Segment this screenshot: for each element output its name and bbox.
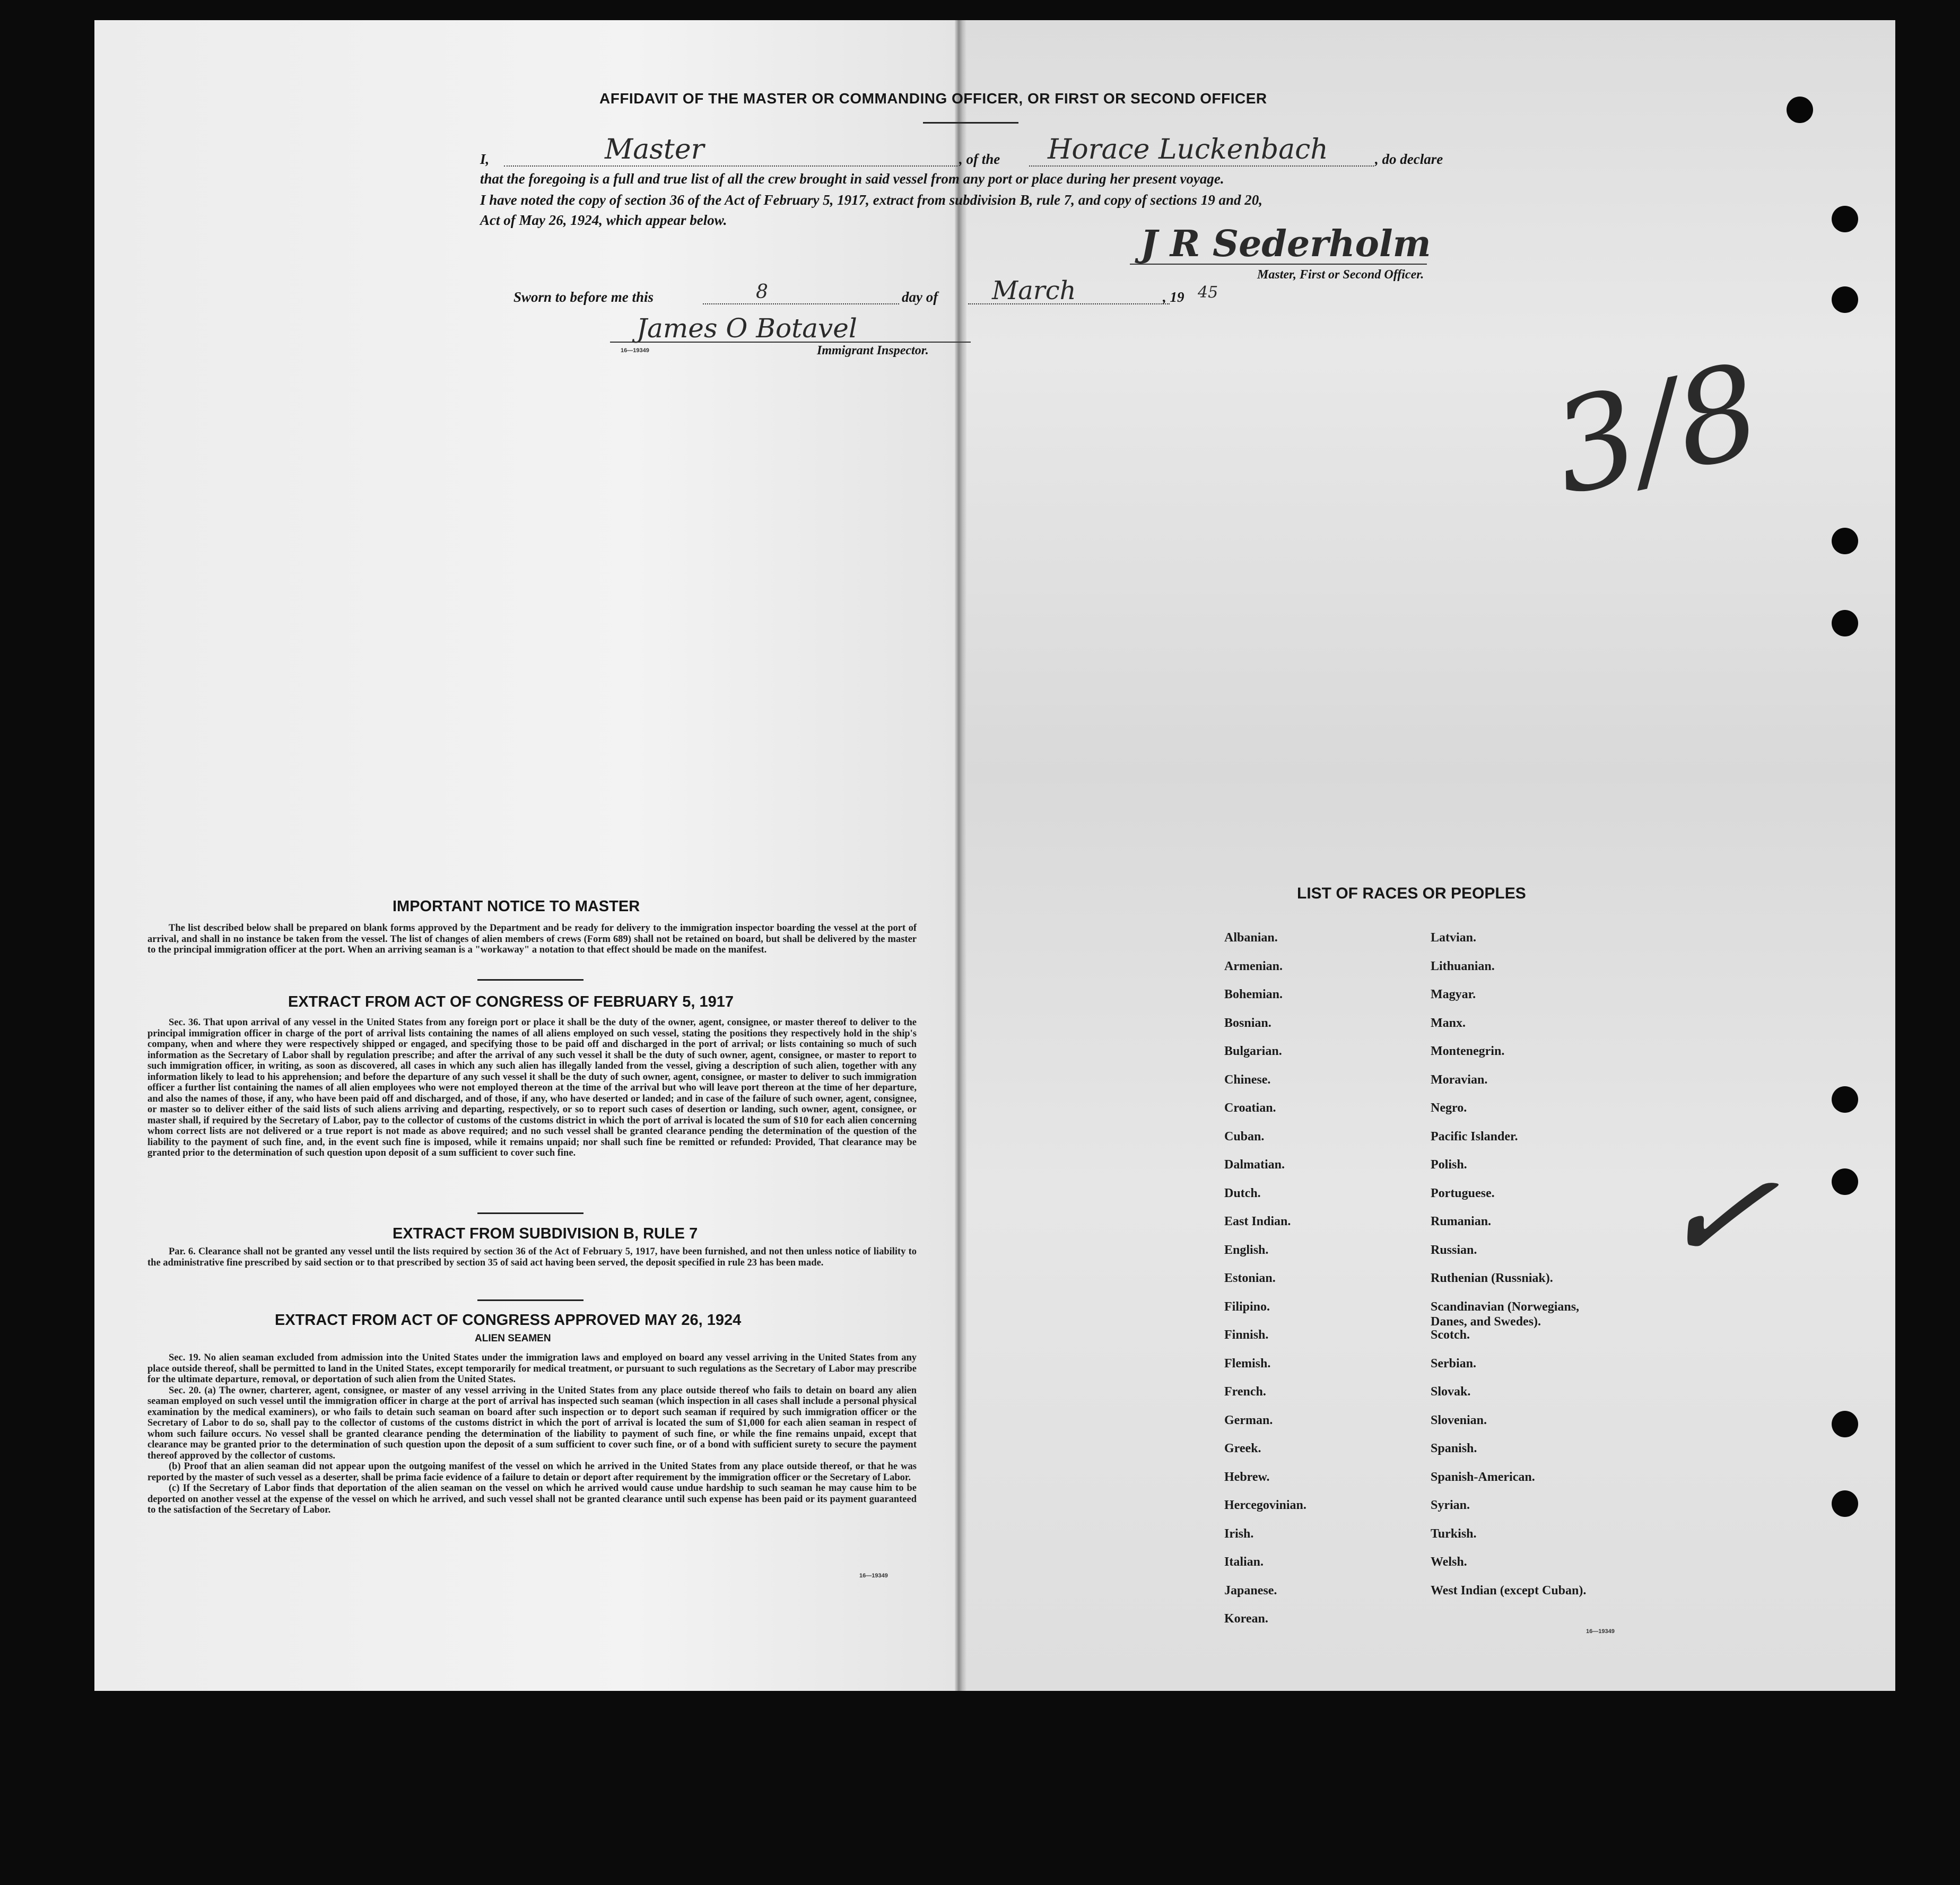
race-entry: Croatian. xyxy=(1224,1101,1276,1115)
divider xyxy=(477,1212,583,1214)
race-entry: East Indian. xyxy=(1224,1215,1291,1228)
extract-1924-body xyxy=(147,1352,917,1516)
races-title: LIST OF RACES OR PEOPLES xyxy=(1297,885,1526,902)
year-prefix: , 19 xyxy=(1163,289,1184,305)
inspector-label: Immigrant Inspector. xyxy=(817,344,929,357)
race-entry: Finnish. xyxy=(1224,1328,1269,1342)
race-entry: Magyar. xyxy=(1431,988,1476,1001)
sec-19-paragraph: Sec. 19. No alien seaman excluded from admission into the United States under the immigration laws and employed on board any vessel arriving in the United States from any place outside thereof, shall be permitted to land in the United States, except temporarily for medical treatment, or pursuant to such regulations as the Secretary of Labor may prescribe for the ultimate departure, removal, or deportation of such alien from the United States. xyxy=(147,1352,917,1385)
sworn-month-handwritten: March xyxy=(992,276,1076,306)
notice-body xyxy=(147,923,917,956)
race-entry: Rumanian. xyxy=(1431,1215,1492,1228)
race-entry: Danes, and Swedes). xyxy=(1431,1314,1541,1329)
race-entry: Pacific Islander. xyxy=(1431,1129,1518,1144)
sworn-label: Sworn to before me this xyxy=(513,289,654,305)
divider xyxy=(923,122,1018,124)
affidavit-title: AFFIDAVIT OF THE MASTER OR COMMANDING OFFICER, OR FIRST OR SECOND OFFICER xyxy=(599,90,1267,107)
rank-fill-line xyxy=(504,165,957,167)
punch-hole xyxy=(1832,1086,1858,1113)
punch-hole xyxy=(1787,97,1813,123)
race-entry: Filipino. xyxy=(1224,1299,1270,1314)
race-entry: Negro. xyxy=(1431,1101,1467,1115)
check-mark-annotation: ✓ xyxy=(1650,1128,1787,1303)
race-entry: Bulgarian. xyxy=(1224,1044,1282,1058)
race-entry: Bohemian. xyxy=(1224,988,1283,1001)
year-handwritten: 45 xyxy=(1198,283,1218,302)
extract-1917-title: EXTRACT FROM ACT OF CONGRESS OF FEBRUARY 5, 1917 xyxy=(288,993,734,1010)
center-fold xyxy=(955,20,966,1691)
race-entry: Dalmatian. xyxy=(1224,1158,1285,1172)
race-entry: West Indian (except Cuban). xyxy=(1431,1583,1587,1598)
of-the-label: , of the xyxy=(959,151,1000,167)
day-fill-line xyxy=(703,303,899,304)
alien-seamen-subtitle: ALIEN SEAMEN xyxy=(475,1333,551,1344)
form-number: 16—19349 xyxy=(621,347,649,354)
punch-hole xyxy=(1832,286,1858,313)
form-number: 16—19349 xyxy=(1586,1628,1615,1635)
punch-hole xyxy=(1832,528,1858,554)
sec-20c-paragraph: (c) If the Secretary of Labor finds that deportation of the alien seaman on the vessel on which he arrived would cause undue hardship to such seaman he may cause him to be deported on another vessel at the expense of the vessel on which he arrived, and such vessel shall not be granted clearance until such expense has been paid or its payment guaranteed to the satisfaction of the Secretary of Labor. xyxy=(147,1483,917,1515)
affidavit-line-2: that the foregoing is a full and true list of all the crew brought in said vessel from any port or place during her present voyage. xyxy=(480,171,1224,187)
race-entry: Albanian. xyxy=(1224,931,1278,945)
race-entry: Welsh. xyxy=(1431,1555,1467,1569)
race-entry: Latvian. xyxy=(1431,931,1477,945)
race-entry: Greek. xyxy=(1224,1442,1261,1455)
divider xyxy=(477,1299,583,1301)
race-entry: Hebrew. xyxy=(1224,1470,1270,1484)
race-entry: Montenegrin. xyxy=(1431,1044,1505,1058)
form-number: 16—19349 xyxy=(859,1573,888,1579)
day-of-label: day of xyxy=(902,289,938,305)
notice-title: IMPORTANT NOTICE TO MASTER xyxy=(393,898,640,915)
do-declare-label: , do declare xyxy=(1375,151,1443,167)
race-entry: Hercegovinian. xyxy=(1224,1498,1306,1512)
race-entry: Polish. xyxy=(1431,1158,1467,1172)
subdivision-b-body xyxy=(147,1246,917,1268)
race-entry: Korean. xyxy=(1224,1612,1268,1626)
rank-handwritten: Master xyxy=(605,134,704,165)
race-entry: French. xyxy=(1224,1385,1266,1399)
vessel-handwritten: Horace Luckenbach xyxy=(1048,134,1328,165)
inspector-signature: James O Botavel xyxy=(637,313,857,344)
race-entry: Dutch. xyxy=(1224,1186,1261,1200)
punch-hole xyxy=(1832,1168,1858,1195)
punch-hole xyxy=(1832,1490,1858,1517)
race-entry: Spanish-American. xyxy=(1431,1470,1535,1484)
race-entry: Manx. xyxy=(1431,1016,1466,1030)
vessel-fill-line xyxy=(1029,165,1374,167)
race-entry: Italian. xyxy=(1224,1555,1264,1569)
race-entry: Chinese. xyxy=(1224,1072,1271,1087)
document-sheet-right-half xyxy=(960,20,1895,1691)
punch-hole xyxy=(1832,610,1858,636)
race-entry: Scotch. xyxy=(1431,1328,1470,1342)
race-entry: Irish. xyxy=(1224,1526,1254,1541)
master-signature: J R Sederholm xyxy=(1140,223,1431,265)
sworn-day-handwritten: 8 xyxy=(756,281,768,303)
race-entry: Slovenian. xyxy=(1431,1413,1487,1427)
race-entry: Lithuanian. xyxy=(1431,959,1495,973)
divider xyxy=(477,979,583,981)
master-label: Master, First or Second Officer. xyxy=(1257,268,1424,282)
race-entry: Armenian. xyxy=(1224,959,1283,973)
affidavit-I: I, xyxy=(480,151,490,167)
subdivision-b-title: EXTRACT FROM SUBDIVISION B, RULE 7 xyxy=(393,1225,698,1242)
race-entry: Russian. xyxy=(1431,1243,1477,1257)
race-entry: Scandinavian (Norwegians, xyxy=(1431,1299,1580,1314)
notice-paragraph: The list described below shall be prepared on blank forms approved by the Department and be ready for delivery to the immigration inspector boarding the vessel at the port of arrival, and shall in no instance be taken from the vessel. The list of changes of alien members of crews (Form 689) shall not be retained on board, but shall be delivered by the master to the principal immigration officer at the port. When an arriving seaman is a "workaway" a notation to that effect should be made on the manifest. xyxy=(147,923,917,955)
affidavit-line-3: I have noted the copy of section 36 of the Act of February 5, 1917, extract from subdivision B, rule 7, and copy of sections 19 and 20, xyxy=(480,192,1262,208)
race-entry: Ruthenian (Russniak). xyxy=(1431,1271,1553,1285)
sec-20a-paragraph: Sec. 20. (a) The owner, charterer, agent, consignee, or master of any vessel arriving in the United States from any place outside thereof who fails to detain on board any alien seaman employed on such vessel until the immigration officer in charge at the port of arrival has inspected such seaman (which inspection in all cases shall include a personal physical examination by the medical examiners), or who fails to detain such seaman on board after such inspection or to deport such seaman if required by such immigration officer or the Secretary of Labor to do so, shall pay to the collector of customs of the customs district in which the port of arrival is located the sum of $1,000 for each alien seaman in respect of whom such failure occurs. No vessel shall be granted clearance pending the determination of the liability to payment of such fine, or while the fine remains unpaid, except that clearance may be granted prior to the determination of such question upon the deposit of a sum sufficient to cover such fine, or of a bond with sufficient surety to secure the payment thereof approved by the collector of customs. xyxy=(147,1385,917,1461)
sec-20b-paragraph: (b) Proof that an alien seaman did not appear upon the outgoing manifest of the vessel on which he arrived in the United States from any place outside thereof, or that he was reported by the master of such vessel as a deserter, shall be prima facie evidence of a failure to detain or deport after requirement by the immigration officer or the Secretary of Labor. xyxy=(147,1461,917,1483)
signature-line xyxy=(1130,264,1427,265)
extract-1924-title: EXTRACT FROM ACT OF CONGRESS APPROVED MAY 26, 1924 xyxy=(275,1312,742,1329)
race-entry: Japanese. xyxy=(1224,1583,1277,1598)
section-36-paragraph: Sec. 36. That upon arrival of any vessel in the United States from any foreign port or place it shall be the duty of the owner, agent, consignee, or master thereof to deliver to the principal immigration officer in charge of the port of arrival lists containing the names of all aliens employed on such vessel, stating the positions they respectively hold in the ship's company, when and where they were respectively shipped or engaged, and specifying those to be paid off and discharged in the port of arrival; or lists containing so much of such information as the Secretary of Labor shall by regulation prescribe; and after the arrival of any such vessel it shall be the duty of such owner, agent, consignee, or master to report to such immigration officer, in writing, as soon as discovered, all cases in which any such alien has illegally landed from the vessel, giving a description of such alien, together with any information likely to lead to his apprehension; and before the departure of any such vessel it shall be the duty of such owner, agent, consignee, or master to deliver to such immigration officer a further list containing the names of all alien employees who were not employed thereon at the time of the arrival but who will leave port thereon at the time of her departure, and also the names of those, if any, who have been paid off and discharged, and of those, if any, who have deserted or landed; and in case of the failure of such owner, agent, consignee, or master so to deliver either of the said lists of such aliens arriving and departing, respectively, or so to report such cases of desertion or landing, such owner, agent, consignee, or master shall, if required by the Secretary of Labor, pay to the collector of customs of the customs district in which the port of arrival is located the sum of $10 for each alien concerning whom correct lists are not delivered or a true report is not made as above required; and no such vessel shall be granted clearance pending the determination of the question of the liability to the payment of such fine, and, in the event such fine is imposed, while it remains unpaid; nor shall such fine be remitted or refunded: Provided, That clearance may be granted prior to the determination of such question upon deposit of a sum sufficient to cover such fine. xyxy=(147,1017,917,1158)
fraction-annotation: 3/8 xyxy=(1541,335,1773,524)
race-entry: Cuban. xyxy=(1224,1129,1265,1144)
extract-1917-body xyxy=(147,1017,917,1159)
race-entry: Flemish. xyxy=(1224,1356,1271,1371)
race-entry: Bosnian. xyxy=(1224,1016,1271,1030)
race-entry: English. xyxy=(1224,1243,1269,1257)
inspector-signature-line xyxy=(610,342,971,343)
race-entry: Turkish. xyxy=(1431,1526,1477,1541)
race-entry: Syrian. xyxy=(1431,1498,1470,1512)
race-entry: Estonian. xyxy=(1224,1271,1276,1285)
par-6-paragraph: Par. 6. Clearance shall not be granted any vessel until the lists required by section 36 of the Act of February 5, 1917, have been furnished, and not then unless notice of liability to the administrative fine prescribed by said section or to that prescribed by section 35 of said act having been served, the deposit specified in rule 23 has been made. xyxy=(147,1246,917,1268)
punch-hole xyxy=(1832,1411,1858,1437)
race-entry: Moravian. xyxy=(1431,1072,1488,1087)
race-entry: Portuguese. xyxy=(1431,1186,1495,1200)
race-entry: Spanish. xyxy=(1431,1442,1477,1455)
race-entry: Slovak. xyxy=(1431,1385,1471,1399)
punch-hole xyxy=(1832,206,1858,232)
race-entry: Serbian. xyxy=(1431,1356,1477,1371)
affidavit-line-4: Act of May 26, 1924, which appear below. xyxy=(480,212,727,228)
race-entry: German. xyxy=(1224,1413,1273,1427)
